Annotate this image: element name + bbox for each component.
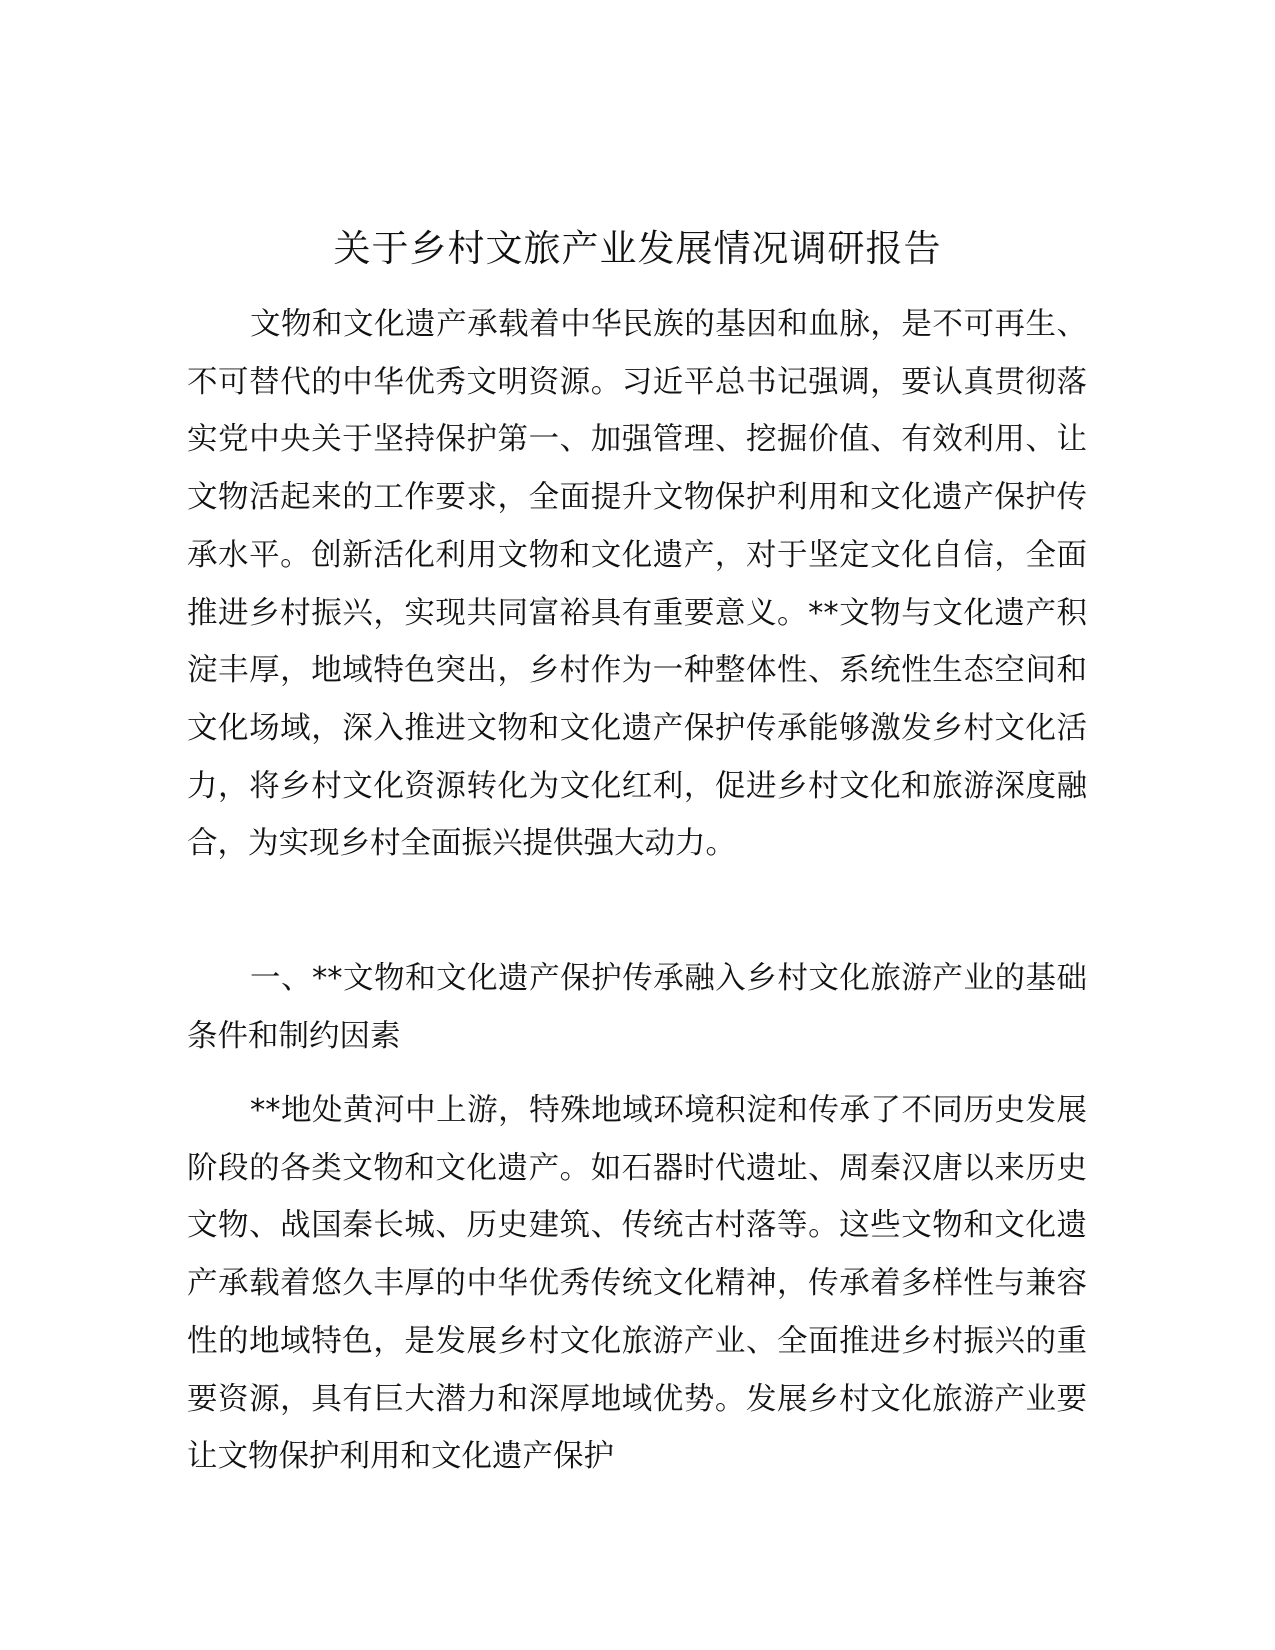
paragraph-intro: 文物和文化遗产承载着中华民族的基因和血脉，是不可再生、不可替代的中华优秀文明资源。习近平总书记强调，要认真贯彻落实党中央关于坚持保护第一、加强管理、挖掘价值、有效利用、让文物活起来的工作要求，全面提升文物保护利用和文化遗产保护传承水平。创新活化利用文物和文化遗产，对于坚定文化自信，全面推进乡村振兴，实现共同富裕具有重要意义。**文物与文化遗产积淀丰厚，地域特色突出，乡村作为一种整体性、系统性生态空间和文化场域，深入推进文物和文化遗产保护传承能够激发乡村文化活力，将乡村文化资源转化为文化红利，促进乡村文化和旅游深度融合，为实现乡村全面振兴提供强大动力。 <box>187 307 1087 862</box>
paragraph-section-1: **地处黄河中上游，特殊地域环境积淀和传承了不同历史发展阶段的各类文物和文化遗产。如石器时代遗址、周秦汉唐以来历史文物、战国秦长城、历史建筑、传统古村落等。这些文物和文化遗产承载着悠久丰厚的中华优秀传统文化精神，传承着多样性与兼容性的地域特色，是发展乡村文化旅游产业、全面推进乡村振兴的重要资源，具有巨大潜力和深厚地域优势。发展乡村文化旅游产业要让文物保护利用和文化遗产保护 <box>187 1093 1087 1475</box>
section-heading-1: 一、**文物和文化遗产保护传承融入乡村文化旅游产业的基础条件和制约因素 <box>187 961 1087 1054</box>
document-title: 关于乡村文旅产业发展情况调研报告 <box>333 227 942 270</box>
